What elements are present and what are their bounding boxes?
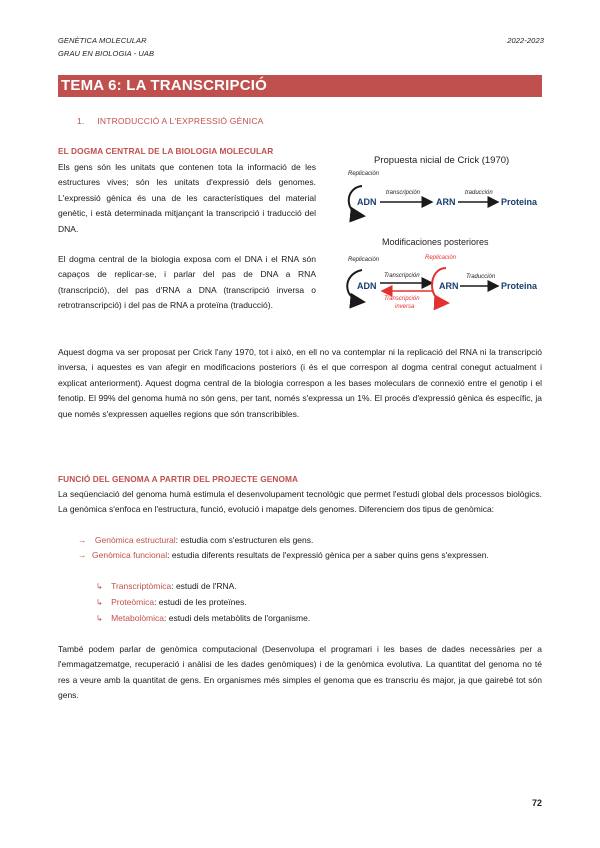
dogma-p2-text: El dogma central de la biologia exposa com el DNA i el RNA són capaços de replicar-se, i parlar del pas de DNA a RNA (transcripció), del pas d'RNA a DNA (transcripció inversa o retrotranscripció) i del pas de RNA a proteïna (traducció). [58, 254, 316, 311]
structural-genomics-item [78, 533, 542, 548]
sub-arrow-icon: ↳ [96, 598, 103, 607]
proteomics-term: Proteòmica [111, 597, 155, 607]
dogma-p3-text: Aquest dogma va ser proposat per Crick l'any 1970, tot i això, en ell no va contemplar ni la replicació del RNA ni la transcripció inversa, i aquestes es van afegir en modificacions posteriors (i és el que correspon al dogma central conegut actualment i explicat anteriorment). Aquest dogma central de la biologia correspon a les bases moleculars de connexió entre el genotip i el fenotip. El 99% del genoma humà no són gens, per tant, només s'expressa un 1%. El procés d'expressió gènica és específic, ja que només s'expressen aquelles regions que són transcribibles. [58, 347, 542, 419]
metabolomics-text: : estudi dels metabòlits de l'organisme. [164, 613, 311, 623]
sub-arrow-icon: ↳ [96, 582, 103, 591]
dogma-p1-text: Els gens són les unitats que contenen tota la informació de les estructures vives; són les unitats d'expressió dels genomes. L'expressió gènica és una de les característiques del material genètic, i està determinada mitjançant la transcripció i traducció del DNA. [58, 162, 316, 234]
rna-replication-label: Replicación [425, 255, 457, 261]
functional-genomics-term: Genòmica funcional [92, 550, 168, 560]
dogma-heading: EL DOGMA CENTRAL DE LA BIOLOGIA MOLECULAR [58, 146, 274, 156]
metabolomics-item [96, 611, 310, 626]
replication-label-top: Replicación [348, 171, 380, 177]
structural-genomics-term: Genòmica estructural [94, 535, 176, 545]
central-dogma-diagram [338, 150, 548, 315]
protein-label-bottom: Proteina [501, 281, 538, 291]
header-year: 2022-2023 [507, 36, 544, 45]
genome-intro-text: La seqüenciació del genoma humà estimula el desenvolupament tecnològic que permet l'estudi global dels processos biològics. La genòmica s'enfoca en l'estructura, funció, evolució i mapatge dels genomes. Diferenciem dos tipus de genòmica: [58, 489, 542, 515]
dogma-paragraph-2 [58, 252, 316, 314]
dogma-paragraph-3 [58, 345, 542, 422]
arrow-icon: → [78, 550, 87, 560]
functional-genomics-text: : estudia diferents resultats de l'expressió gènica per a saber quins gens s'expressen. [167, 550, 489, 560]
figure-title-top: Propuesta nicial de Crick (1970) [374, 155, 510, 166]
structural-genomics-text: : estudia com s'estructuren els gens. [175, 535, 314, 545]
section-heading: 1. INTRODUCCIÓ A L'EXPRESSIÓ GÈNICA [77, 116, 264, 126]
translation-label-top: traducción [465, 190, 493, 196]
proteomics-text: : estudi de les proteïnes. [154, 597, 247, 607]
protein-label-top: Proteina [501, 197, 538, 207]
functional-genomics-body [92, 548, 542, 563]
figure-title-bottom: Modificaciones posteriores [382, 237, 489, 247]
transcription-label-bottom: Transcripción [384, 273, 420, 279]
proteomics-item [96, 595, 247, 610]
arn-label-bottom: ARN [439, 281, 459, 291]
header-course: GENÈTICA MOLECULAR [58, 36, 147, 45]
translation-label-bottom: Traducción [466, 274, 496, 280]
reverse-transcription-label-1: Transcripción [384, 296, 420, 302]
title-band [58, 75, 542, 97]
functional-genomics-item [78, 548, 542, 563]
computational-genomics-paragraph [58, 642, 542, 704]
adn-label-top: ADN [357, 197, 377, 207]
reverse-transcription-label-2: inversa [395, 304, 415, 310]
adn-label-bottom: ADN [357, 281, 377, 291]
page-number: 72 [531, 798, 542, 808]
sub-arrow-icon: ↳ [96, 614, 103, 623]
transcriptomics-text: : estudi de l'RNA. [171, 581, 237, 591]
dogma-paragraph-1 [58, 160, 316, 237]
replication-label-bottom: Replicación [348, 257, 380, 263]
transcriptomics-term: Transcriptòmica [111, 581, 172, 591]
arn-label-top: ARN [436, 197, 456, 207]
genome-intro [58, 487, 542, 518]
arrow-icon: → [78, 535, 87, 545]
transcriptomics-item [96, 579, 237, 594]
header-degree: GRAU EN BIOLOGIA - UAB [58, 49, 155, 58]
genome-heading: FUNCIÓ DEL GENOMA A PARTIR DEL PROJECTE GENOMA [58, 474, 299, 484]
page-title: TEMA 6: LA TRANSCRIPCIÓ [61, 77, 267, 94]
transcription-label-top: transcripción [386, 190, 421, 196]
metabolomics-term: Metabolòmica [111, 613, 164, 623]
computational-genomics-text: També podem parlar de genòmica computacional (Desenvolupa el programari i les bases de dades necessàries per a l'emmagatzematge, recuperació i anàlisi de les dades genòmiques) i de la genòmica evolutiva. La quantitat del genoma no té res a veure amb la quantitat de gens. En organismes més simples el genoma que es transcriu és major, ja que gairebé tot són gens. [58, 644, 542, 701]
